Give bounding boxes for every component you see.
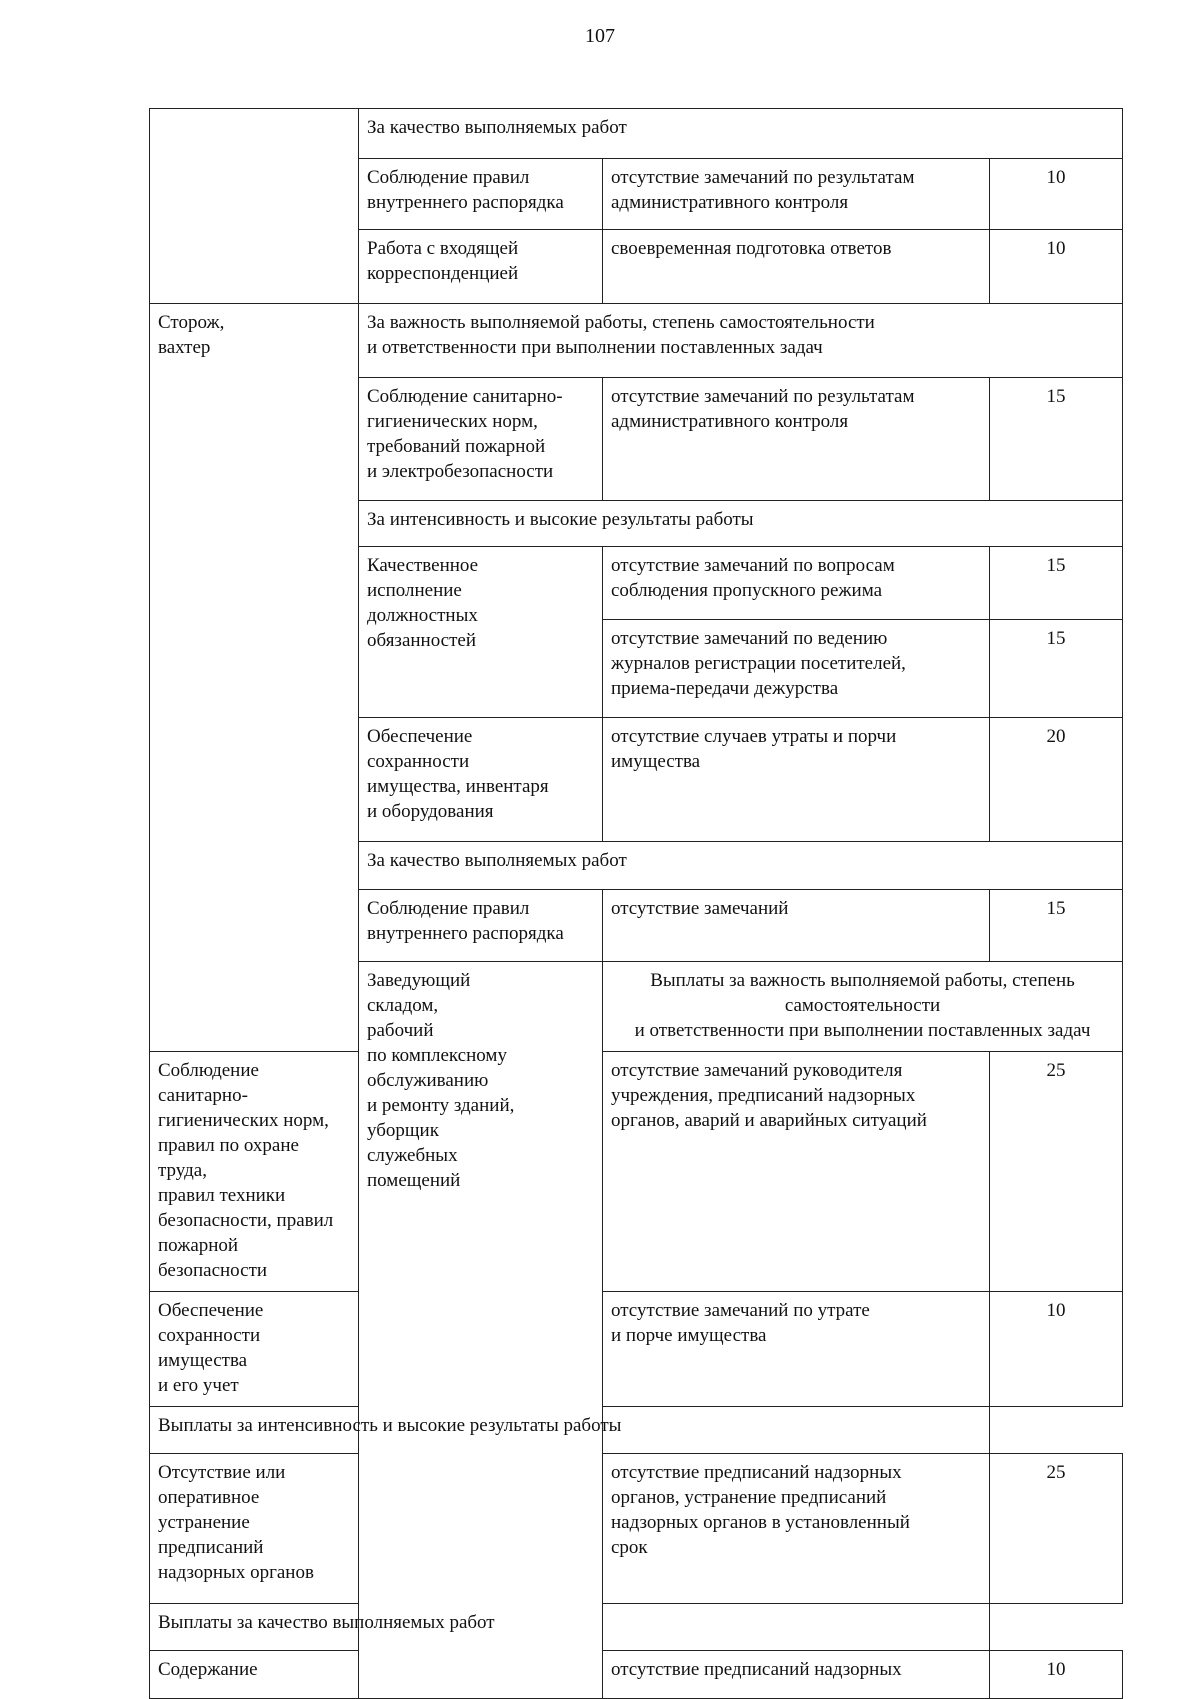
section-header: За интенсивность и высокие результаты работы bbox=[359, 501, 1123, 547]
position-cell: Заведующий складом, рабочий по комплексному обслуживанию и ремонту зданий, уборщик служебных помещений bbox=[359, 962, 603, 1699]
condition-cell: отсутствие замечаний по утрате и порче имущества bbox=[603, 1292, 990, 1407]
condition-cell: отсутствие предписаний надзорных органов, устранение предписаний надзорных органов в установленный срок bbox=[603, 1454, 990, 1604]
criterion-cell: Работа с входящей корреспонденцией bbox=[359, 230, 603, 304]
criterion-cell: Обеспечение сохранности имущества и его учет bbox=[150, 1292, 359, 1407]
bonus-criteria-table bbox=[149, 108, 1123, 1699]
section-header: За важность выполняемой работы, степень самостоятельности и ответственности при выполнении поставленных задач bbox=[359, 304, 1123, 378]
position-cell: Сторож, вахтер bbox=[150, 304, 359, 1052]
section-header: Выплаты за качество выполняемых работ bbox=[150, 1604, 990, 1651]
table-row bbox=[150, 1604, 1123, 1651]
table-row bbox=[150, 109, 1123, 159]
condition-cell: отсутствие замечаний по результатам административного контроля bbox=[603, 378, 990, 501]
condition-cell: отсутствие замечаний bbox=[603, 890, 990, 962]
condition-cell: своевременная подготовка ответов bbox=[603, 230, 990, 304]
criterion-cell: Соблюдение санитарно- гигиенических норм, правил по охране труда, правил техники безопасности, правил пожарной безопасности bbox=[150, 1052, 359, 1292]
criterion-cell: Обеспечение сохранности имущества, инвентаря и оборудования bbox=[359, 718, 603, 842]
points-cell: 15 bbox=[990, 378, 1123, 501]
condition-cell: отсутствие замечаний по результатам административного контроля bbox=[603, 159, 990, 230]
points-cell: 10 bbox=[990, 230, 1123, 304]
points-cell: 25 bbox=[990, 1052, 1123, 1292]
condition-cell: отсутствие замечаний по ведению журналов регистрации посетителей, приема-передачи дежурства bbox=[603, 620, 990, 718]
points-cell: 10 bbox=[990, 1292, 1123, 1407]
section-header: Выплаты за интенсивность и высокие результаты работы bbox=[150, 1407, 990, 1454]
points-cell: 15 bbox=[990, 620, 1123, 718]
points-cell: 20 bbox=[990, 718, 1123, 842]
criterion-cell: Соблюдение правил внутреннего распорядка bbox=[359, 159, 603, 230]
criterion-cell: Соблюдение санитарно- гигиенических норм, требований пожарной и электробезопасности bbox=[359, 378, 603, 501]
table-row bbox=[150, 1292, 1123, 1407]
points-cell: 15 bbox=[990, 547, 1123, 620]
criterion-cell: Соблюдение правил внутреннего распорядка bbox=[359, 890, 603, 962]
section-header: Выплаты за важность выполняемой работы, степень самостоятельности и ответственности при выполнении поставленных задач bbox=[603, 962, 1123, 1052]
section-header: За качество выполняемых работ bbox=[359, 109, 1123, 159]
table-row bbox=[150, 1454, 1123, 1604]
table-row bbox=[150, 1052, 1123, 1292]
points-cell: 25 bbox=[990, 1454, 1123, 1604]
points-cell: 10 bbox=[990, 159, 1123, 230]
table-row bbox=[150, 304, 1123, 378]
criterion-cell: Содержание bbox=[150, 1651, 359, 1699]
condition-cell: отсутствие случаев утраты и порчи имущества bbox=[603, 718, 990, 842]
condition-cell: отсутствие предписаний надзорных bbox=[603, 1651, 990, 1699]
position-cell-empty bbox=[150, 109, 359, 304]
section-header: За качество выполняемых работ bbox=[359, 842, 1123, 890]
criterion-cell: Отсутствие или оперативное устранение предписаний надзорных органов bbox=[150, 1454, 359, 1604]
points-cell: 10 bbox=[990, 1651, 1123, 1699]
condition-cell: отсутствие замечаний руководителя учреждения, предписаний надзорных органов, аварий и аварийных ситуаций bbox=[603, 1052, 990, 1292]
condition-cell: отсутствие замечаний по вопросам соблюдения пропускного режима bbox=[603, 547, 990, 620]
criterion-cell: Качественное исполнение должностных обязанностей bbox=[359, 547, 603, 718]
table-row bbox=[150, 1651, 1123, 1699]
page-number: 107 bbox=[585, 25, 615, 47]
table-row bbox=[150, 1407, 1123, 1454]
points-cell: 15 bbox=[990, 890, 1123, 962]
